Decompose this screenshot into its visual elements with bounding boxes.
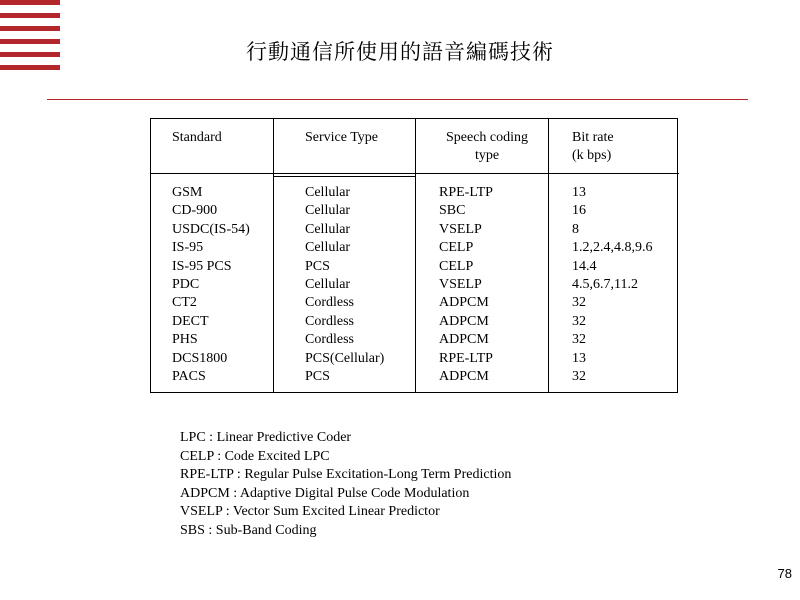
table-cell: Cellular <box>305 185 351 200</box>
header-bit-rate-line2: (k bps) <box>572 148 612 164</box>
table-cell: Cellular <box>305 240 351 256</box>
table-cell: Cordless <box>305 313 354 329</box>
table-cell: ADPCM <box>439 369 489 385</box>
table-cell: 32 <box>572 313 586 329</box>
column-divider <box>415 119 416 392</box>
column-service-type <box>305 184 384 386</box>
table-cell: RPE-LTP <box>439 185 493 200</box>
table-cell: IS-95 PCS <box>172 258 232 274</box>
header-bit-rate <box>572 129 614 166</box>
table-cell: CELP <box>439 258 474 274</box>
table-cell: ADPCM <box>439 313 489 329</box>
table-cell: Cellular <box>305 277 351 293</box>
title-divider <box>47 99 748 100</box>
table-cell: RPE-LTP <box>439 350 493 366</box>
header-service-type: Service Type <box>305 130 379 145</box>
table-cell: 32 <box>572 369 586 385</box>
table-cell: Cordless <box>305 295 354 311</box>
page-number: 78 <box>777 566 792 581</box>
table-cell: GSM <box>172 185 203 200</box>
table-cell: Cordless <box>305 332 354 348</box>
table-cell: USDC(IS-54) <box>172 221 250 237</box>
speech-coding-table <box>150 118 678 393</box>
legend-item: VSELP : Vector Sum Excited Linear Predictor <box>180 504 440 520</box>
column-standard <box>172 184 250 386</box>
table-cell: IS-95 <box>172 240 204 256</box>
header-divider <box>273 176 415 177</box>
table-cell: 13 <box>572 185 586 200</box>
table-cell: 16 <box>572 203 586 219</box>
table-cell: 32 <box>572 295 586 311</box>
header-divider <box>273 173 415 174</box>
legend-item: LPC : Linear Predictive Coder <box>180 430 352 445</box>
table-cell: ADPCM <box>439 332 489 348</box>
column-speech-coding <box>439 184 493 386</box>
table-cell: DECT <box>172 313 209 329</box>
abbreviation-legend <box>180 429 511 541</box>
table-cell: ADPCM <box>439 295 489 311</box>
table-cell: VSELP <box>439 277 482 293</box>
table-cell: 13 <box>572 350 586 366</box>
header-speech-coding-line1: Speech coding <box>445 130 529 145</box>
column-divider <box>273 119 274 392</box>
header-bit-rate-line1: Bit rate <box>572 130 614 145</box>
legend-item: CELP : Code Excited LPC <box>180 448 330 464</box>
column-divider <box>548 119 549 392</box>
table-cell: Cellular <box>305 203 351 219</box>
table-cell: PCS <box>305 258 330 274</box>
table-cell: CELP <box>439 240 474 256</box>
header-speech-coding-line2: type <box>474 148 500 164</box>
header-divider <box>151 173 273 174</box>
table-cell: 14.4 <box>572 258 597 274</box>
legend-item: ADPCM : Adaptive Digital Pulse Code Modulation <box>180 485 470 501</box>
slide-title: 行動通信所使用的語音編碼技術 <box>246 40 554 64</box>
table-cell: SBC <box>439 203 466 219</box>
header-standard: Standard <box>172 130 222 145</box>
legend-item: RPE-LTP : Regular Pulse Excitation-Long Term Prediction <box>180 467 512 483</box>
legend-item: SBS : Sub-Band Coding <box>180 522 317 538</box>
table-cell: 32 <box>572 332 586 348</box>
table-cell: VSELP <box>439 221 482 237</box>
header-divider <box>415 173 679 174</box>
table-cell: Cellular <box>305 221 351 237</box>
table-cell: PACS <box>172 369 206 385</box>
table-cell: 1.2,2.4,4.8,9.6 <box>572 240 653 256</box>
table-cell: 8 <box>572 221 579 237</box>
column-bit-rate <box>572 184 653 386</box>
table-cell: CD-900 <box>172 203 218 219</box>
table-cell: PDC <box>172 277 200 293</box>
table-cell: PCS(Cellular) <box>305 350 385 366</box>
table-cell: PHS <box>172 332 198 348</box>
table-cell: CT2 <box>172 295 197 311</box>
header-speech-coding <box>432 129 542 166</box>
table-cell: PCS <box>305 369 330 385</box>
table-cell: DCS1800 <box>172 350 228 366</box>
table-cell: 4.5,6.7,11.2 <box>572 277 638 293</box>
